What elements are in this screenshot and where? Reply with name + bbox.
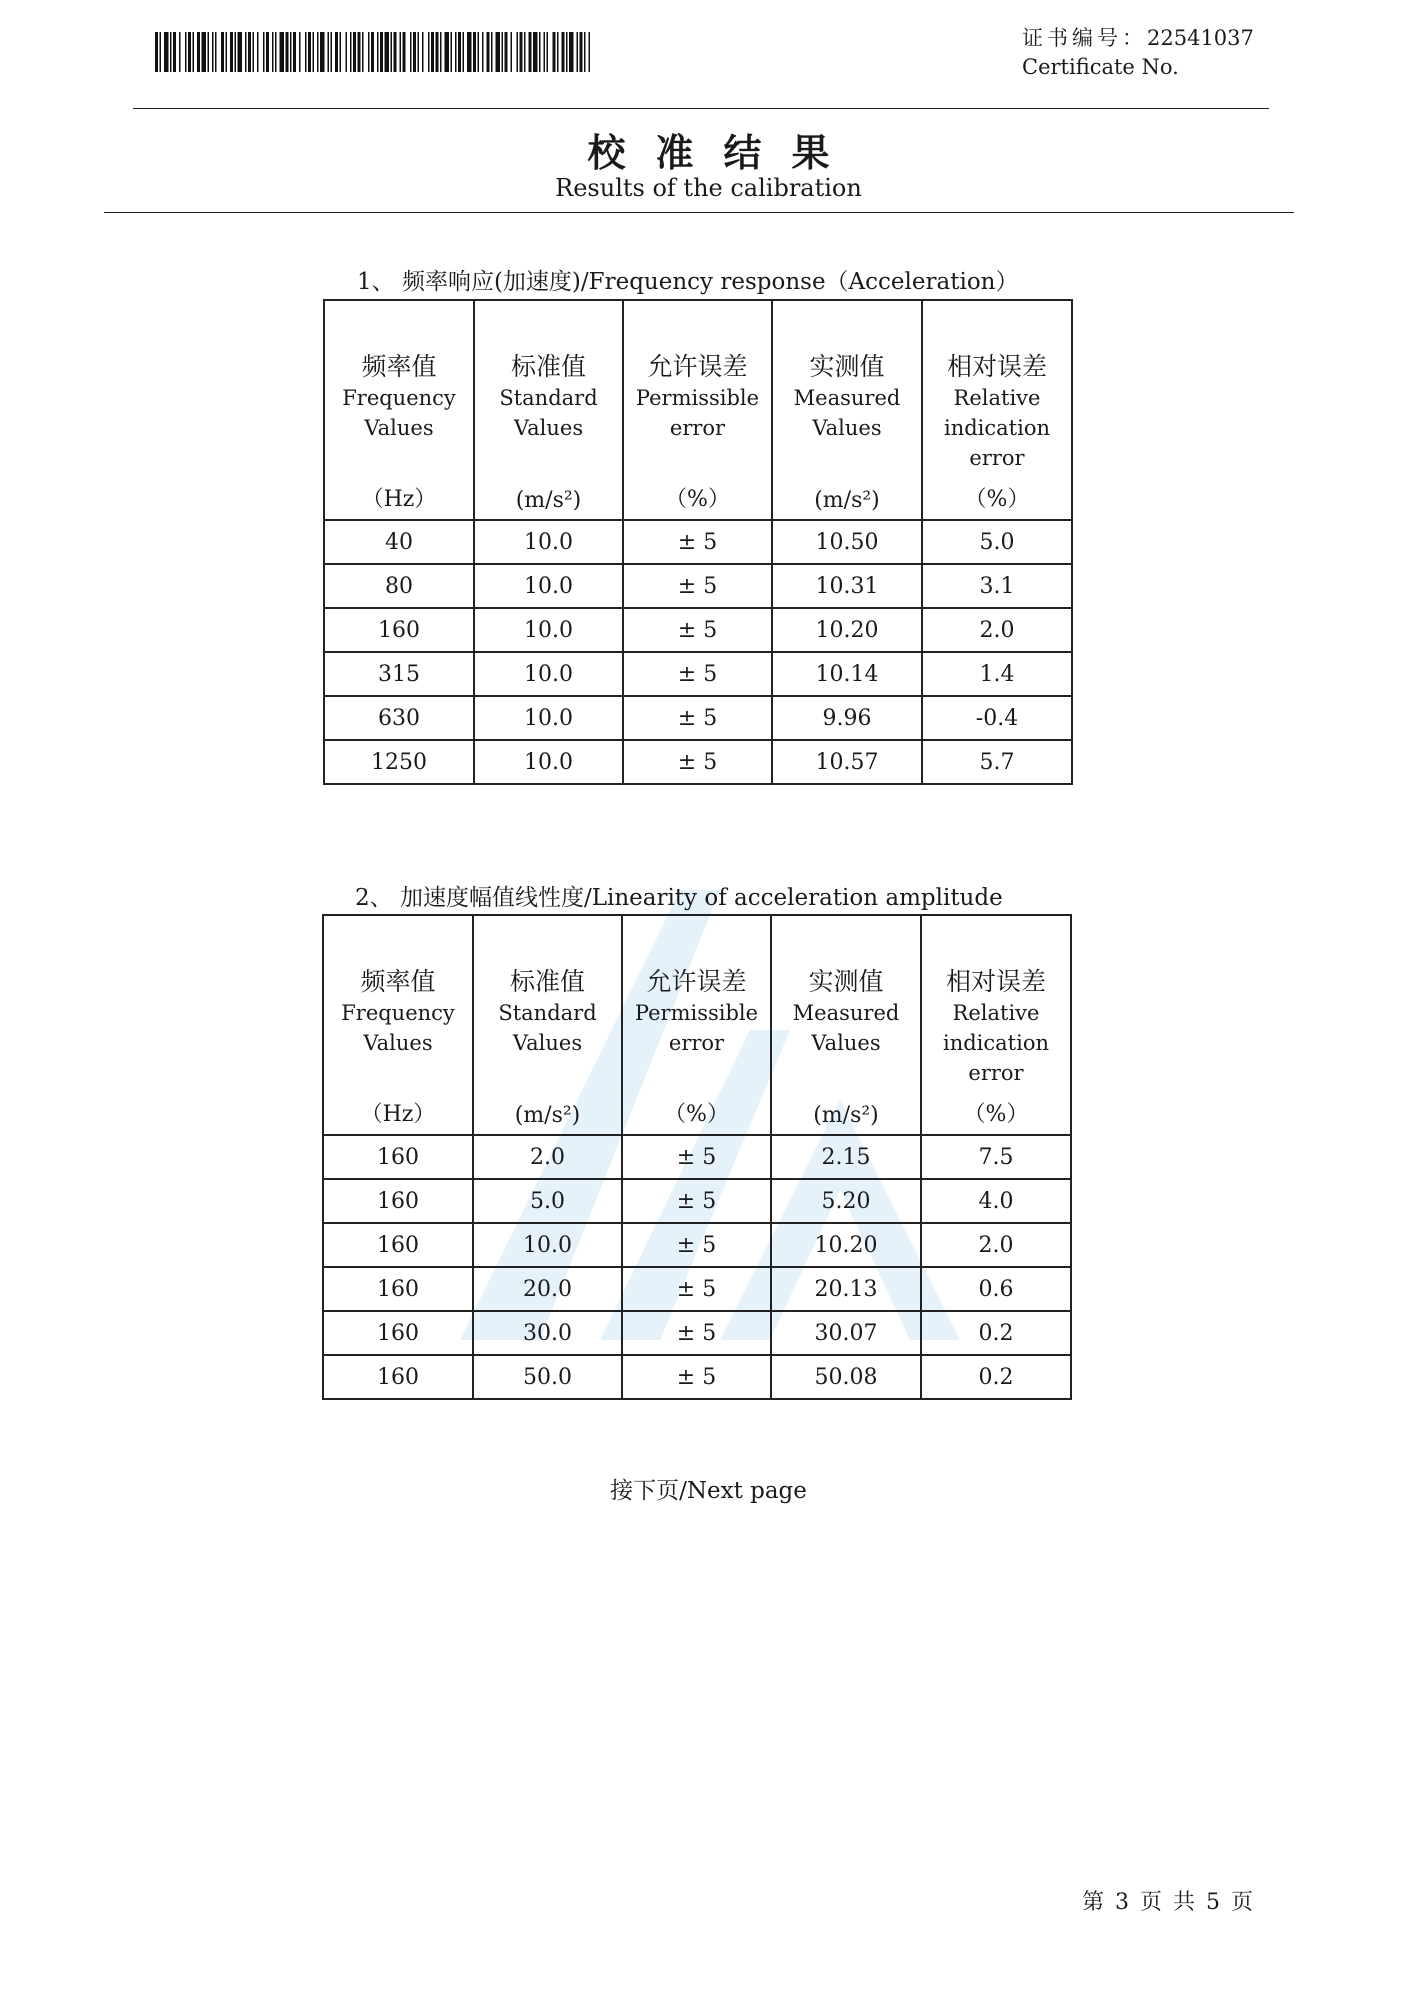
header-relative-cn: 相对误差	[946, 352, 1047, 381]
header-relative-en3: error	[969, 446, 1025, 470]
page-title-cn: 校准结果	[587, 130, 860, 175]
cell-measured: 10.57	[772, 740, 922, 784]
barcode-bar	[547, 32, 549, 72]
header-measured-en1: Measured	[793, 386, 901, 410]
barcode-bar	[368, 32, 370, 72]
header-permissible-en2: error	[669, 416, 726, 440]
header-frequency-unit: （Hz）	[360, 1102, 436, 1127]
cell-measured: 10.14	[772, 652, 922, 696]
cell-measured: 50.08	[771, 1355, 921, 1399]
barcode-bar	[226, 32, 228, 72]
cell-relative: 1.4	[922, 652, 1072, 696]
cell-permissible: ± 5	[622, 1311, 771, 1355]
barcode-bar	[317, 32, 319, 72]
cell-frequency: 160	[324, 608, 474, 652]
cell-permissible: ± 5	[623, 520, 772, 564]
certificate-label-cn: 证书编号：	[1022, 26, 1147, 50]
header-standard	[474, 300, 623, 520]
header-relative-en1: Relative	[953, 386, 1041, 410]
barcode-bar	[350, 32, 352, 72]
cell-measured: 30.07	[771, 1311, 921, 1355]
barcode-bar	[436, 32, 439, 72]
barcode-bar	[230, 32, 233, 72]
barcode-bar	[346, 32, 348, 72]
barcode-bar	[577, 32, 579, 72]
cell-measured: 10.20	[772, 608, 922, 652]
barcode-bar	[529, 32, 532, 72]
barcode-bar	[517, 32, 519, 72]
section2-title: 2、 加速度幅值线性度/Linearity of acceleration amplitude	[355, 885, 1003, 911]
barcode-bar	[467, 32, 472, 72]
header-permissible	[623, 300, 772, 520]
cell-measured: 10.31	[772, 564, 922, 608]
barcode-bar	[253, 32, 255, 72]
header-frequency-en1: Frequency	[341, 1001, 455, 1025]
barcode-bar	[208, 32, 210, 72]
cell-permissible: ± 5	[623, 652, 772, 696]
cell-standard: 30.0	[473, 1311, 622, 1355]
barcode-bar	[248, 32, 251, 72]
barcode-bar	[428, 32, 430, 72]
header-permissible-cn: 允许误差	[647, 352, 748, 381]
barcode-bar	[293, 32, 296, 72]
barcode-bar	[188, 32, 191, 72]
header-measured-unit: (m/s²)	[814, 488, 880, 513]
barcode-bar	[313, 32, 315, 72]
barcode-bar	[391, 32, 393, 72]
cell-measured: 20.13	[771, 1267, 921, 1311]
cell-frequency: 160	[323, 1135, 473, 1179]
barcode-bar	[202, 32, 207, 72]
barcode-bar	[272, 32, 274, 72]
barcode-bar	[394, 32, 397, 72]
barcode-bar	[451, 32, 453, 72]
barcode-bar	[377, 32, 379, 72]
cell-permissible: ± 5	[622, 1223, 771, 1267]
cell-standard: 10.0	[474, 564, 623, 608]
barcode-bar	[496, 32, 501, 72]
cell-permissible: ± 5	[622, 1179, 771, 1223]
header-relative-cn: 相对误差	[945, 967, 1046, 996]
table-row	[323, 1135, 1071, 1179]
header-permissible-cn: 允许误差	[646, 967, 747, 996]
header-frequency-cn: 频率值	[360, 967, 436, 996]
cell-standard: 10.0	[474, 696, 623, 740]
barcode-bar	[589, 32, 591, 72]
cell-standard: 10.0	[474, 740, 623, 784]
header-permissible-en1: Permissible	[634, 1001, 759, 1025]
header-measured	[771, 915, 921, 1135]
header-measured-cn: 实测值	[809, 352, 885, 381]
barcode-bar	[197, 32, 200, 72]
barcode-bar	[482, 32, 484, 72]
header-relative-en3: error	[968, 1061, 1024, 1085]
barcode-bar	[487, 32, 490, 72]
barcode-bar	[553, 32, 556, 72]
header-relative-en1: Relative	[952, 1001, 1040, 1025]
cell-frequency: 160	[323, 1179, 473, 1223]
header-frequency-unit: （Hz）	[361, 487, 437, 512]
cell-relative: 3.1	[922, 564, 1072, 608]
barcode	[155, 32, 591, 72]
barcode-bar	[266, 32, 269, 72]
cell-frequency: 160	[323, 1355, 473, 1399]
cell-frequency: 160	[323, 1267, 473, 1311]
table-row	[323, 1223, 1071, 1267]
cell-permissible: ± 5	[623, 740, 772, 784]
barcode-bar	[511, 32, 513, 72]
barcode-bar	[155, 32, 158, 72]
cell-relative: 0.2	[921, 1311, 1071, 1355]
barcode-bar	[257, 32, 259, 72]
barcode-bar	[362, 32, 364, 72]
barcode-bar	[215, 32, 217, 72]
certificate-label-en: Certificate No.	[1022, 55, 1179, 79]
header-standard-cn: 标准值	[509, 967, 585, 996]
barcode-bar	[502, 32, 504, 72]
barcode-bar	[245, 32, 247, 72]
barcode-bar	[290, 32, 292, 72]
barcode-bar	[235, 32, 237, 72]
table-header-row	[323, 915, 1071, 1135]
header-standard-en1: Standard	[498, 1001, 597, 1025]
barcode-bar	[331, 32, 333, 72]
header-relative-unit: （%）	[963, 1102, 1029, 1127]
cell-permissible: ± 5	[623, 564, 772, 608]
cell-permissible: ± 5	[623, 608, 772, 652]
table-row	[324, 740, 1072, 784]
cell-permissible: ± 5	[622, 1267, 771, 1311]
barcode-bar	[569, 32, 574, 72]
barcode-bar	[385, 32, 390, 72]
header-frequency-en1: Frequency	[342, 386, 456, 410]
barcode-bar	[505, 32, 508, 72]
header-measured-unit: (m/s²)	[813, 1103, 879, 1128]
barcode-bar	[580, 32, 583, 72]
cell-permissible: ± 5	[622, 1355, 771, 1399]
barcode-bar	[557, 32, 559, 72]
table-row	[324, 652, 1072, 696]
barcode-bar	[308, 32, 311, 72]
header-measured-en2: Values	[812, 416, 882, 440]
barcode-bar	[328, 32, 330, 72]
table-row	[324, 520, 1072, 564]
cell-measured: 5.20	[771, 1179, 921, 1223]
header-standard-cn: 标准值	[510, 352, 586, 381]
cell-frequency: 40	[324, 520, 474, 564]
header-relative	[922, 300, 1072, 520]
cell-relative: 0.2	[921, 1355, 1071, 1399]
header-standard-unit: (m/s²)	[515, 488, 582, 513]
cell-standard: 50.0	[473, 1355, 622, 1399]
header-measured	[772, 300, 922, 520]
barcode-bar	[431, 32, 434, 72]
barcode-bar	[400, 32, 402, 72]
barcode-bar	[353, 32, 356, 72]
header-standard	[473, 915, 622, 1135]
barcode-bar	[170, 32, 172, 72]
header-permissible-en1: Permissible	[635, 386, 760, 410]
table-row	[323, 1355, 1071, 1399]
cell-standard: 2.0	[473, 1135, 622, 1179]
barcode-bar	[358, 32, 361, 72]
barcode-bar	[418, 32, 420, 72]
header-permissible-unit: （%）	[664, 1102, 729, 1127]
table-row	[324, 564, 1072, 608]
barcode-bar	[280, 32, 285, 72]
cell-frequency: 160	[323, 1311, 473, 1355]
barcode-bar	[305, 32, 307, 72]
barcode-bar	[533, 32, 538, 72]
header-measured-cn: 实测值	[808, 967, 884, 996]
page-indicator: 第 3 页 共 5 页	[1082, 1890, 1255, 1915]
page-title-en: Results of the calibration	[555, 174, 862, 202]
barcode-bar	[371, 32, 374, 72]
cell-measured: 10.50	[772, 520, 922, 564]
barcode-bar	[380, 32, 383, 72]
header-permissible	[622, 915, 771, 1135]
barcode-bar	[340, 32, 342, 72]
section1-title: 1、 频率响应(加速度)/Frequency response（Acceleration）	[357, 269, 1019, 295]
barcode-bar	[238, 32, 243, 72]
cell-relative: 5.7	[922, 740, 1072, 784]
header-measured-en1: Measured	[792, 1001, 900, 1025]
header-frequency	[323, 915, 473, 1135]
header-frequency-en2: Values	[364, 416, 434, 440]
cell-relative: 7.5	[921, 1135, 1071, 1179]
cell-frequency: 630	[324, 696, 474, 740]
header-divider-top	[133, 108, 1269, 109]
barcode-bar	[520, 32, 523, 72]
barcode-bar	[179, 32, 181, 72]
next-page-note: 接下页/Next page	[610, 1478, 807, 1504]
header-relative-unit: （%）	[964, 487, 1030, 512]
barcode-bar	[539, 32, 541, 72]
cell-standard: 10.0	[473, 1223, 622, 1267]
barcode-bar	[335, 32, 338, 72]
header-measured-en2: Values	[811, 1031, 881, 1055]
barcode-bar	[463, 32, 465, 72]
barcode-bar	[164, 32, 169, 72]
header-frequency	[324, 300, 474, 520]
barcode-bar	[193, 32, 195, 72]
barcode-bar	[584, 32, 586, 72]
cell-relative: 4.0	[921, 1179, 1071, 1223]
barcode-bar	[422, 32, 424, 72]
frequency-response-table	[323, 299, 1073, 785]
header-standard-unit: (m/s²)	[514, 1103, 581, 1128]
barcode-bar	[562, 32, 565, 72]
barcode-bar	[286, 32, 289, 72]
certificate-number: 22541037	[1147, 26, 1254, 50]
header-standard-en1: Standard	[499, 386, 598, 410]
barcode-bar	[473, 32, 476, 72]
header-standard-en2: Values	[513, 416, 584, 440]
header-standard-en2: Values	[512, 1031, 583, 1055]
cell-frequency: 80	[324, 564, 474, 608]
barcode-bar	[478, 32, 480, 72]
barcode-bar	[320, 32, 325, 72]
barcode-bar	[299, 32, 301, 72]
barcode-bar	[413, 32, 416, 72]
cell-standard: 5.0	[473, 1179, 622, 1223]
header-frequency-en2: Values	[363, 1031, 433, 1055]
cell-relative: 2.0	[921, 1223, 1071, 1267]
cell-permissible: ± 5	[623, 696, 772, 740]
barcode-bar	[185, 32, 187, 72]
table-row	[323, 1311, 1071, 1355]
barcode-bar	[544, 32, 546, 72]
barcode-bar	[221, 32, 224, 72]
barcode-bar	[160, 32, 162, 72]
cell-standard: 20.0	[473, 1267, 622, 1311]
header-permissible-en2: error	[668, 1031, 725, 1055]
barcode-bar	[445, 32, 450, 72]
barcode-bar	[524, 32, 526, 72]
table-row	[323, 1267, 1071, 1311]
header-relative-en2: indication	[942, 1031, 1049, 1055]
table-row	[323, 1179, 1071, 1223]
barcode-bar	[455, 32, 457, 72]
certificate-number-block	[1022, 24, 1254, 82]
cell-measured: 10.20	[771, 1223, 921, 1267]
cell-frequency: 315	[324, 652, 474, 696]
barcode-bar	[403, 32, 406, 72]
cell-relative: 0.6	[921, 1267, 1071, 1311]
barcode-bar	[440, 32, 442, 72]
barcode-bar	[263, 32, 265, 72]
cell-frequency: 160	[323, 1223, 473, 1267]
header-permissible-unit: （%）	[665, 487, 730, 512]
cell-standard: 10.0	[474, 520, 623, 564]
header-divider-bottom	[104, 212, 1294, 213]
table-row	[324, 696, 1072, 740]
table-header-row	[324, 300, 1072, 520]
cell-measured: 9.96	[772, 696, 922, 740]
barcode-bar	[458, 32, 461, 72]
cell-standard: 10.0	[474, 652, 623, 696]
cell-relative: 2.0	[922, 608, 1072, 652]
linearity-table	[322, 914, 1072, 1400]
cell-permissible: ± 5	[622, 1135, 771, 1179]
header-relative-en2: indication	[943, 416, 1050, 440]
cell-standard: 10.0	[474, 608, 623, 652]
barcode-bar	[212, 32, 214, 72]
barcode-bar	[275, 32, 277, 72]
cell-measured: 2.15	[771, 1135, 921, 1179]
barcode-bar	[566, 32, 568, 72]
table-row	[324, 608, 1072, 652]
barcode-bar	[173, 32, 176, 72]
cell-relative: 5.0	[922, 520, 1072, 564]
cell-frequency: 1250	[324, 740, 474, 784]
header-frequency-cn: 频率值	[361, 352, 437, 381]
barcode-bar	[410, 32, 412, 72]
barcode-bar	[491, 32, 493, 72]
header-relative	[921, 915, 1071, 1135]
cell-relative: -0.4	[922, 696, 1072, 740]
